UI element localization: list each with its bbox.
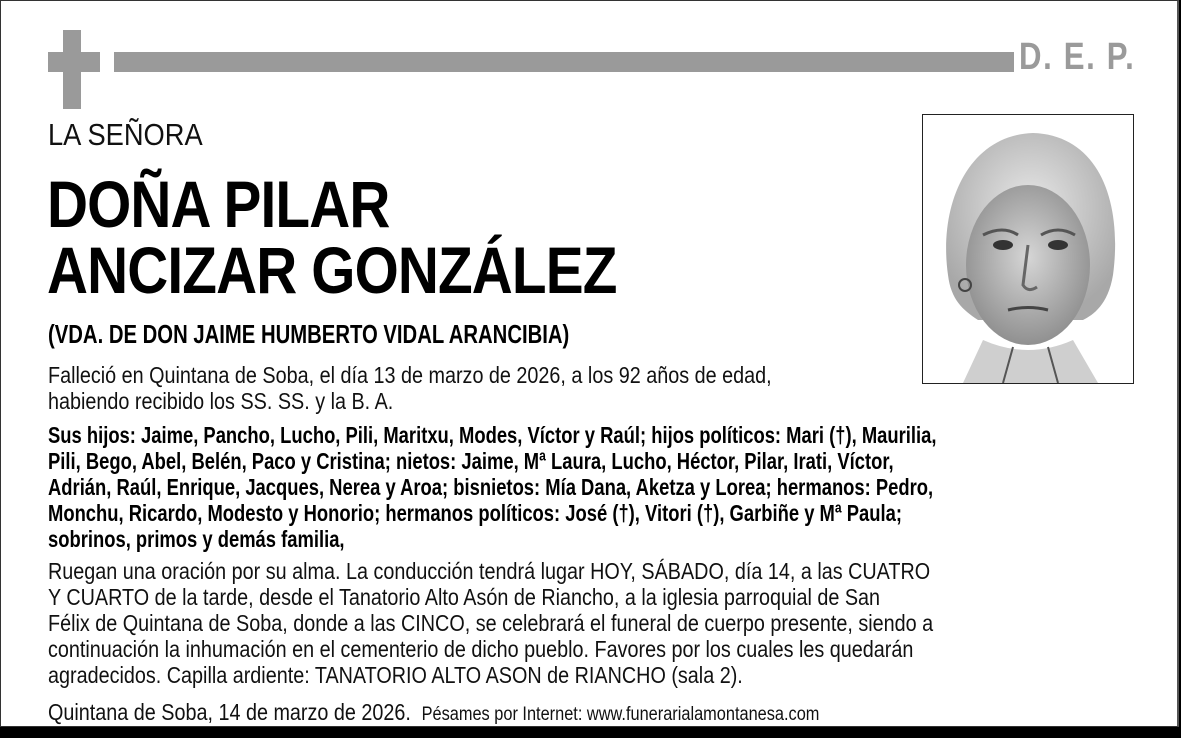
name-line-2: ANCIZAR GONZÁLEZ	[47, 233, 617, 307]
condolences-link[interactable]: Pésames por Internet: www.funerarialamontanesa.com	[421, 704, 820, 725]
service-line: continuación la inhumación en el cementerio de dicho pueblo. Favores por los cuales les quedarán	[48, 636, 914, 662]
portrait-photo	[922, 114, 1134, 384]
death-notice-line: habiendo recibido los SS. SS. y la B. A.	[48, 388, 394, 414]
service-line: agradecidos. Capilla ardiente: TANATORIO ALTO ASON de RIANCHO (sala 2).	[48, 662, 743, 688]
dep-label: D. E. P.	[1019, 36, 1136, 78]
widow-of: (VDA. DE DON JAIME HUMBERTO VIDAL ARANCIBIA)	[48, 319, 570, 349]
family-line: Monchu, Ricardo, Modesto y Honorio; hermanos políticos: José (†), Vitori (†), Garbiñe y Mª Paula;	[48, 500, 903, 526]
footer	[48, 699, 819, 726]
family-line: sobrinos, primos y demás familia,	[48, 526, 345, 552]
family-list	[48, 422, 936, 552]
family-line: Sus hijos: Jaime, Pancho, Lucho, Pili, Maritxu, Modes, Víctor y Raúl; hijos políticos: Mari (†), Maurilia,	[48, 422, 937, 448]
family-line: Adrián, Raúl, Enrique, Jacques, Nerea y Aroa; bisnietos: Mía Dana, Aketza y Lorea; hermanos: Pedro,	[48, 474, 934, 500]
family-line: Pili, Bego, Abel, Belén, Paco y Cristina; nietos: Jaime, Mª Laura, Lucho, Héctor, Pilar, Irati, Víctor,	[48, 448, 894, 474]
service-line: Y CUARTO de la tarde, desde el Tanatorio Alto Asón de Riancho, a la iglesia parroquial de San	[48, 584, 881, 610]
honorific-prefix: LA SEÑORA	[48, 117, 203, 152]
deceased-name	[47, 167, 617, 307]
name-line-1: DOÑA PILAR	[47, 167, 390, 241]
portrait-image-icon	[923, 115, 1133, 383]
service-line: Ruegan una oración por su alma. La conducción tendrá lugar HOY, SÁBADO, día 14, a las CUATRO	[48, 558, 931, 584]
service-line: Félix de Quintana de Soba, donde a las CINCO, se celebrará el funeral de cuerpo presente, siendo a	[48, 610, 934, 636]
death-notice	[48, 362, 772, 414]
cross-icon-arm	[48, 52, 100, 72]
death-notice-line: Falleció en Quintana de Soba, el día 13 de marzo de 2026, a los 92 años de edad,	[48, 362, 772, 388]
header-rule	[114, 52, 1014, 72]
place-date: Quintana de Soba, 14 de marzo de 2026.	[48, 699, 411, 725]
service-details	[48, 558, 933, 688]
